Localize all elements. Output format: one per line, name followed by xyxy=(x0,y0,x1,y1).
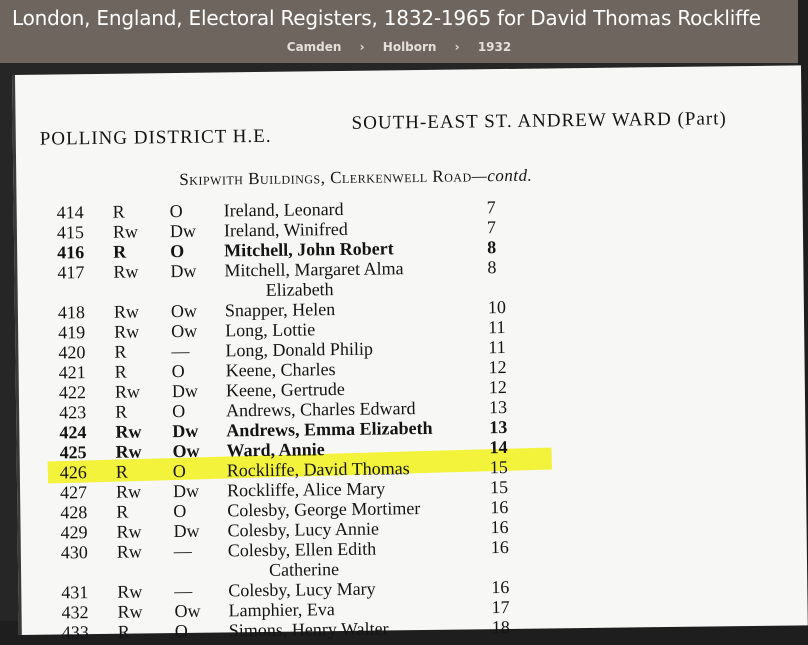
qualification-b: — xyxy=(174,541,192,562)
qualification-b: Ow xyxy=(171,301,197,322)
qualification-b: Dw xyxy=(170,221,196,242)
qualification-b: O xyxy=(175,621,188,642)
qualification-a: R xyxy=(113,242,126,263)
house-number: 7 xyxy=(487,197,496,218)
elector-name: Keene, Gertrude xyxy=(226,379,345,401)
entry-number: 431 xyxy=(61,582,88,603)
qualification-b: O xyxy=(173,461,186,482)
register-entries xyxy=(15,65,801,75)
breadcrumb-1932[interactable]: 1932 xyxy=(478,40,511,54)
qualification-b: O xyxy=(172,361,185,382)
qualification-b: Dw xyxy=(172,381,198,402)
entry-number: 421 xyxy=(59,362,86,383)
document-viewer[interactable] xyxy=(0,63,798,621)
entry-number: 432 xyxy=(61,602,88,623)
house-number: 12 xyxy=(489,377,507,398)
qualification-a: Rw xyxy=(116,481,141,502)
entry-number: 433 xyxy=(62,622,89,643)
elector-name: Colesby, Lucy Annie xyxy=(227,519,379,542)
house-number: 10 xyxy=(488,297,506,318)
qualification-a: Rw xyxy=(117,601,142,622)
entry-number: 419 xyxy=(58,322,85,343)
record-header xyxy=(0,0,798,63)
elector-name: Ward, Annie xyxy=(226,439,324,461)
breadcrumb-camden[interactable]: Camden xyxy=(287,40,342,54)
qualification-b: — xyxy=(171,341,189,362)
qualification-b: Dw xyxy=(173,521,199,542)
qualification-a: Rw xyxy=(114,321,139,342)
elector-name: Colesby, George Mortimer xyxy=(227,498,420,521)
qualification-a: R xyxy=(114,342,126,363)
elector-name: Rockliffe, Alice Mary xyxy=(227,478,385,501)
qualification-b: O xyxy=(173,501,186,522)
qualification-a: Rw xyxy=(114,301,139,322)
qualification-a: Rw xyxy=(115,441,141,462)
qualification-a: R xyxy=(116,462,128,483)
entry-number: 422 xyxy=(59,382,86,403)
entry-number: 425 xyxy=(59,442,86,463)
qualification-b: — xyxy=(174,581,192,602)
house-number: 8 xyxy=(487,257,496,278)
street-heading xyxy=(179,166,532,190)
elector-name: Rockliffe, David Thomas xyxy=(227,458,410,481)
house-number: 15 xyxy=(490,477,508,498)
house-number: 16 xyxy=(491,537,509,558)
house-number: 11 xyxy=(488,317,506,338)
elector-name: Snapper, Helen xyxy=(225,299,335,321)
chevron-right-icon: › xyxy=(360,40,365,54)
qualification-b: O xyxy=(170,241,184,262)
house-number: 14 xyxy=(489,437,507,458)
name-continuation: Catherine xyxy=(269,559,339,581)
entry-number: 423 xyxy=(59,402,86,423)
house-number: 15 xyxy=(490,457,508,478)
qualification-a: R xyxy=(115,362,127,383)
breadcrumb-holborn[interactable]: Holborn xyxy=(383,40,437,54)
elector-name: Keene, Charles xyxy=(226,359,336,381)
elector-name: Colesby, Ellen Edith xyxy=(228,539,377,562)
elector-name: Mitchell, John Robert xyxy=(224,238,394,261)
entry-number: 429 xyxy=(60,522,87,543)
house-number: 12 xyxy=(488,357,506,378)
qualification-a: Rw xyxy=(113,221,138,242)
qualification-b: O xyxy=(170,201,183,222)
register-continuations xyxy=(15,65,801,75)
qualification-a: Rw xyxy=(113,261,138,282)
street-suffix: —contd. xyxy=(472,166,533,186)
house-number: 11 xyxy=(488,337,506,358)
breadcrumb xyxy=(0,40,798,54)
street-name: Skipwith Buildings, Clerkenwell Road xyxy=(179,166,472,189)
elector-name: Andrews, Emma Elizabeth xyxy=(226,418,432,442)
house-number: 17 xyxy=(491,597,509,618)
elector-name: Colesby, Lucy Mary xyxy=(228,579,376,602)
qualification-a: Rw xyxy=(115,381,140,402)
qualification-a: R xyxy=(115,402,127,423)
qualification-b: Dw xyxy=(172,421,198,442)
polling-district-heading: POLLING DISTRICT H.E. xyxy=(40,126,272,151)
house-number: 13 xyxy=(489,397,507,418)
qualification-a: R xyxy=(116,502,128,523)
qualification-b: Dw xyxy=(170,261,196,282)
chevron-right-icon: › xyxy=(455,40,460,54)
elector-name: Andrews, Charles Edward xyxy=(226,398,416,421)
qualification-a: Rw xyxy=(117,541,142,562)
house-number: 18 xyxy=(492,617,510,638)
elector-name: Lamphier, Eva xyxy=(228,599,334,621)
elector-name: Simons, Henry Walter xyxy=(229,618,389,641)
qualification-b: O xyxy=(172,401,185,422)
qualification-b: Dw xyxy=(173,481,199,502)
entry-number: 417 xyxy=(57,262,84,283)
elector-name: Long, Donald Philip xyxy=(225,339,373,362)
entry-number: 427 xyxy=(60,482,87,503)
entry-number: 430 xyxy=(61,542,88,563)
qualification-b: Ow xyxy=(172,441,199,462)
entry-number: 418 xyxy=(58,302,85,323)
house-number: 7 xyxy=(487,217,496,238)
qualification-b: Ow xyxy=(174,601,200,622)
elector-name: Mitchell, Margaret Alma xyxy=(224,258,403,281)
name-continuation: Elizabeth xyxy=(266,279,334,301)
register-page-image xyxy=(12,65,808,635)
qualification-a: Rw xyxy=(117,581,142,602)
entry-number: 414 xyxy=(57,202,84,223)
qualification-a: R xyxy=(118,622,130,643)
entry-number: 424 xyxy=(59,422,86,443)
entry-number: 428 xyxy=(60,502,87,523)
record-title: London, England, Electoral Registers, 1832-1965 for David Thomas Rockliffe xyxy=(12,6,792,30)
elector-name: Ireland, Leonard xyxy=(224,199,344,221)
house-number: 8 xyxy=(487,237,496,258)
entry-number: 415 xyxy=(57,222,84,243)
house-number: 13 xyxy=(489,417,507,438)
entry-number: 416 xyxy=(57,242,84,263)
qualification-a: Rw xyxy=(115,421,141,442)
house-number: 16 xyxy=(490,497,508,518)
ward-heading: SOUTH-EAST ST. ANDREW WARD (Part) xyxy=(351,108,726,135)
entry-number: 420 xyxy=(58,342,85,363)
qualification-b: Ow xyxy=(171,321,197,342)
elector-name: Ireland, Winifred xyxy=(224,219,348,242)
qualification-a: R xyxy=(113,202,125,223)
house-number: 16 xyxy=(490,517,508,538)
elector-name: Long, Lottie xyxy=(225,319,315,341)
entry-number: 426 xyxy=(60,462,87,483)
qualification-a: Rw xyxy=(116,521,141,542)
house-number: 16 xyxy=(491,577,509,598)
